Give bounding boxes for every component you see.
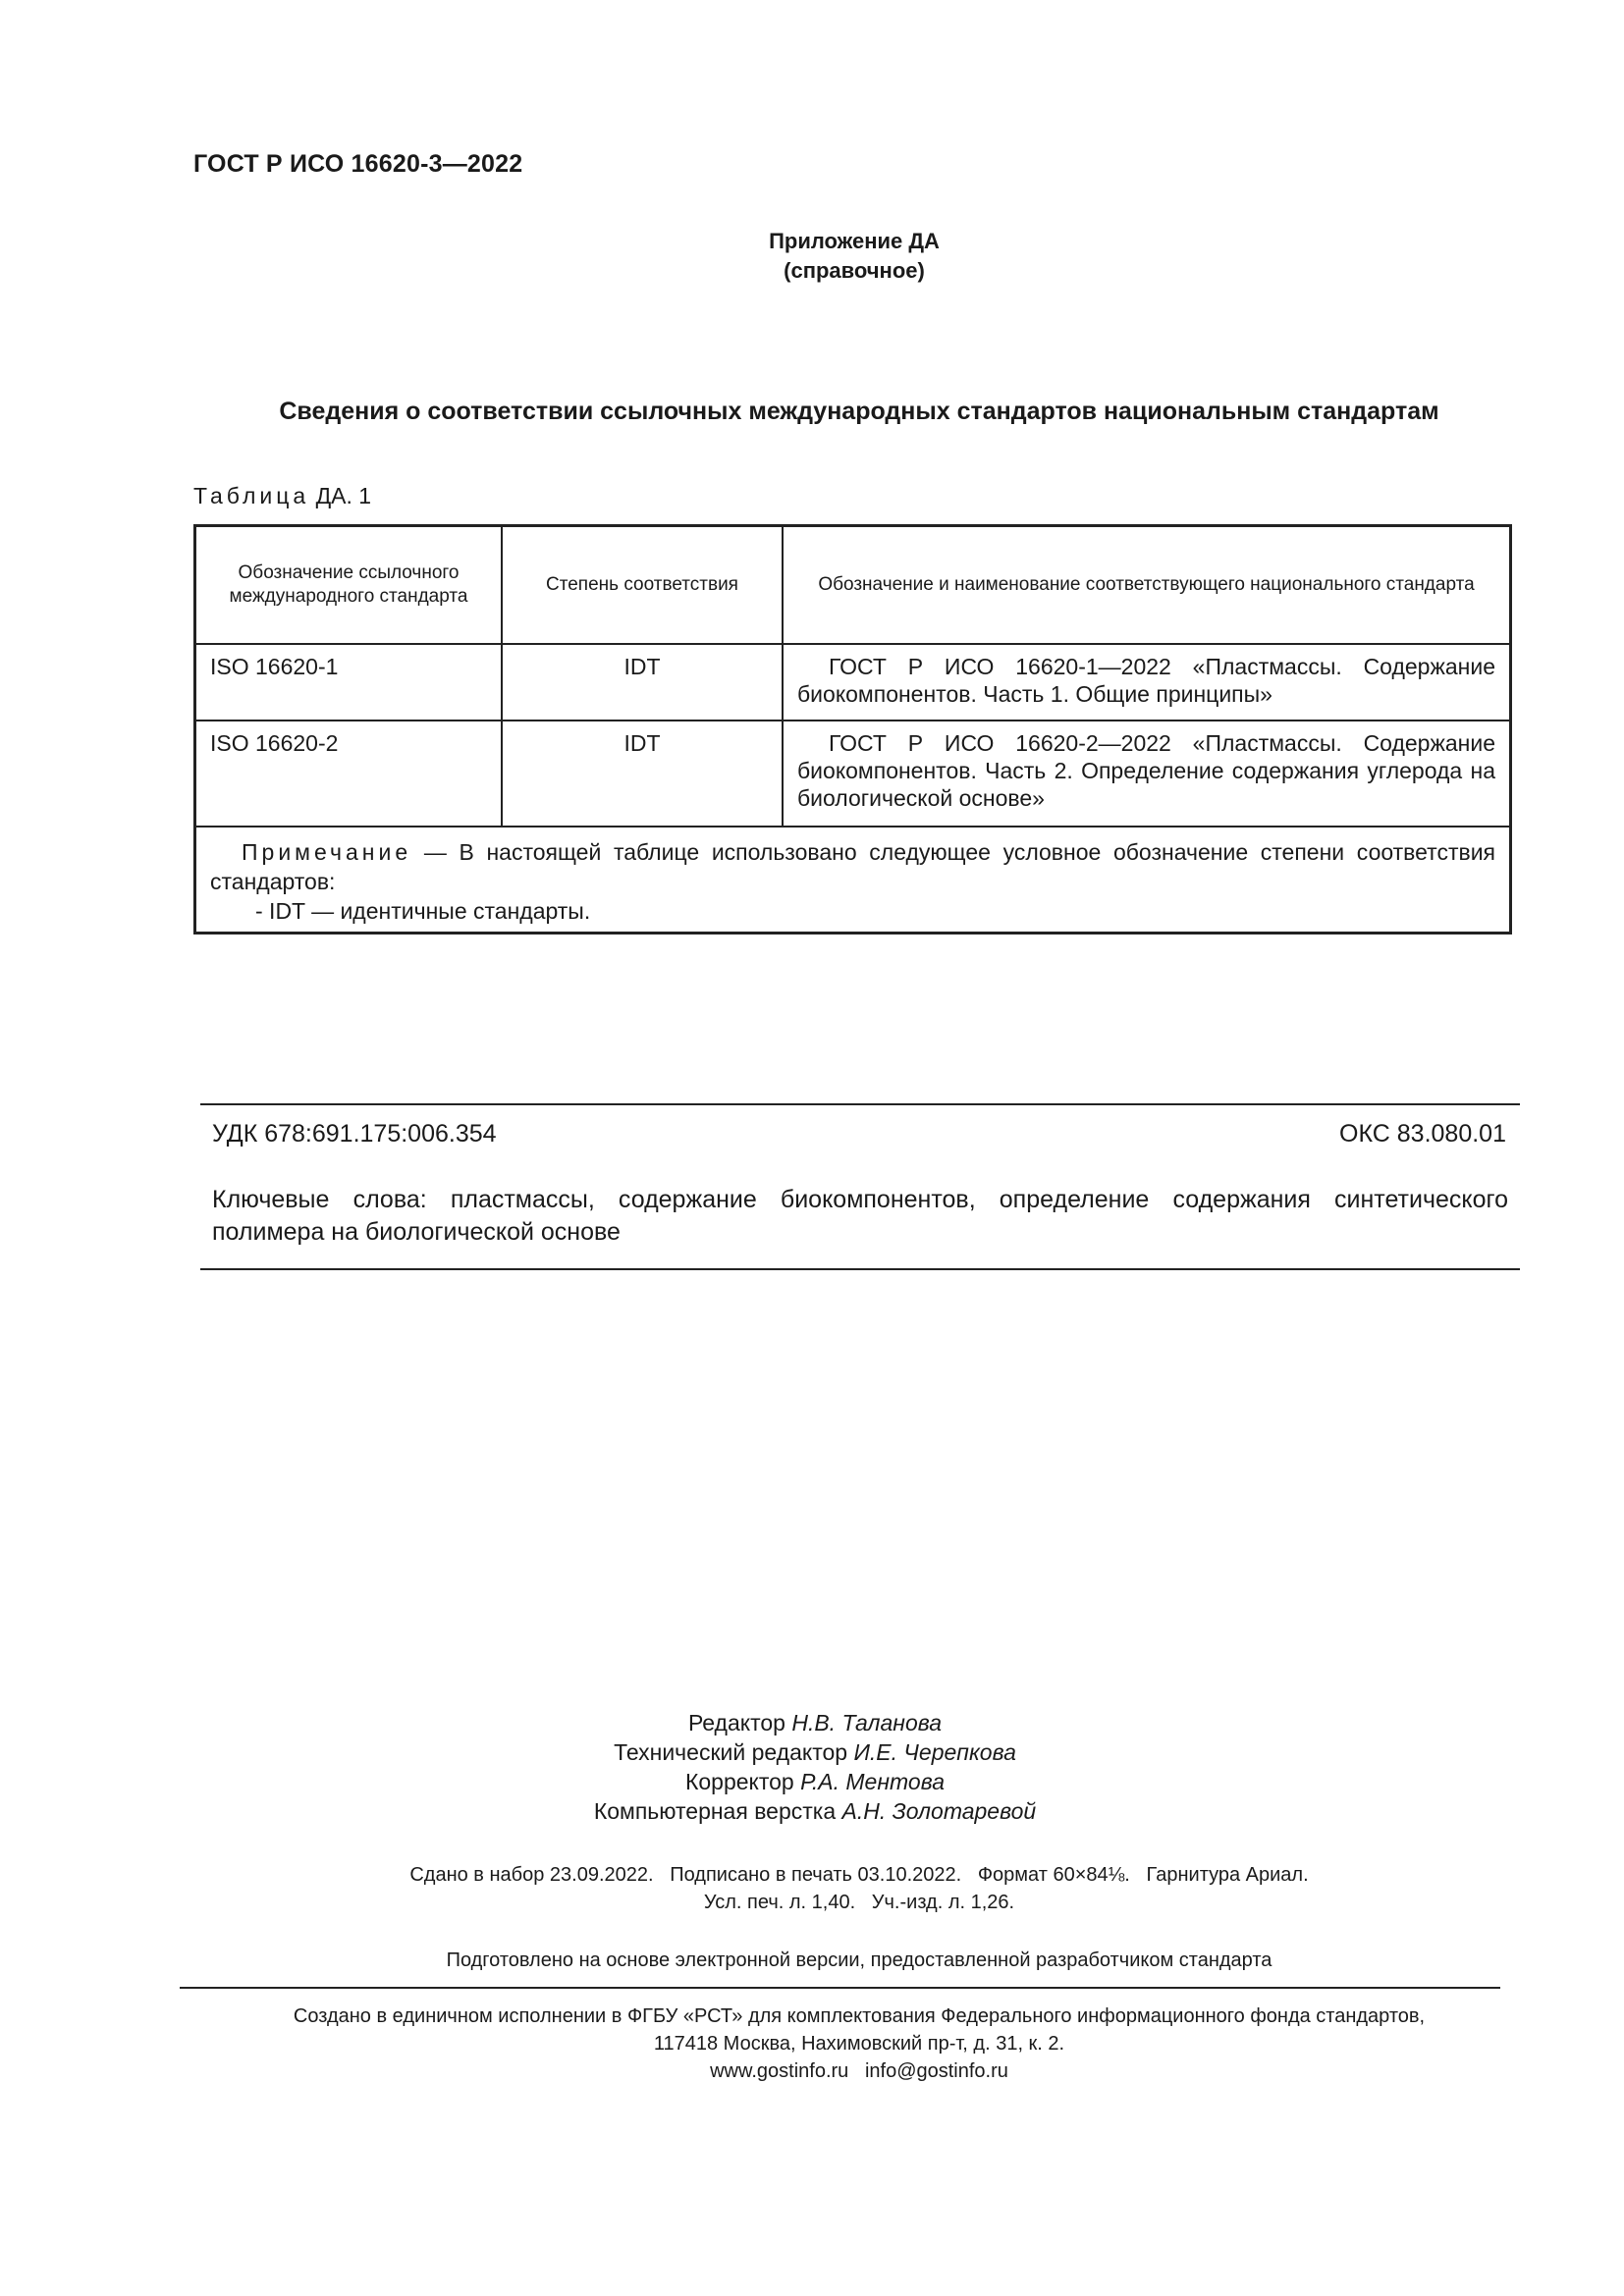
credit-role: Редактор — [687, 1710, 785, 1735]
divider — [200, 1268, 1520, 1270]
credit-role: Компьютерная верстка — [593, 1798, 837, 1824]
keywords: Ключевые слова: пластмассы, содержание биокомпонентов, определение содержания синтетического полимера на биологической основе — [212, 1186, 1508, 1246]
contacts-line: www.gostinfo.ru info@gostinfo.ru — [710, 2060, 1008, 2082]
column-header: Обозначение ссылочного международного стандарта — [195, 526, 503, 645]
credits-block — [491, 1708, 1139, 1826]
column-header: Обозначение и наименование соответствующего национального стандарта — [783, 526, 1511, 645]
credit-role: Технический редактор — [614, 1739, 848, 1765]
appendix-title: Приложение ДА — [769, 229, 940, 253]
prepared-note: Подготовлено на основе электронной версии, предоставленной разработчиком стандарта — [446, 1949, 1272, 1971]
credit-name: И.Е. Черепкова — [853, 1739, 1016, 1765]
table-caption-word: Таблица — [193, 483, 310, 508]
divider — [200, 1103, 1520, 1105]
address-line: 117418 Москва, Нахимовский пр-т, д. 31, к. 2. — [653, 2033, 1065, 2055]
intl-standard-cell: ISO 16620-1 — [195, 644, 503, 721]
degree-cell: IDT — [502, 644, 783, 721]
table-caption — [193, 483, 371, 509]
oks-code: ОКС 83.080.01 — [1339, 1120, 1506, 1148]
print-details: Сдано в набор 23.09.2022. Подписано в печать 03.10.2022. Формат 60×84⅛. Гарнитура Ариал. — [409, 1864, 1309, 1886]
table-row — [195, 644, 1511, 721]
table-header-row — [195, 526, 1511, 645]
section-title: Сведения о соответствии ссылочных международных стандартов национальным стандартам — [279, 398, 1439, 425]
credit-name: А.Н. Золотаревой — [841, 1798, 1037, 1824]
table-note — [195, 827, 1511, 934]
intl-standard-cell: ISO 16620-2 — [195, 721, 503, 827]
appendix-type: (справочное) — [784, 258, 925, 283]
note-label: Примечание — [242, 839, 412, 865]
credit-line — [491, 1737, 1139, 1767]
table-note-row — [195, 827, 1511, 934]
credit-line — [491, 1796, 1139, 1826]
note-item: - IDT — идентичные стандарты. — [255, 898, 591, 924]
national-standard-cell: ГОСТ Р ИСО 16620-1—2022 «Пластмассы. Содержание биокомпонентов. Часть 1. Общие принципы» — [783, 644, 1511, 721]
created-line: Создано в единичном исполнении в ФГБУ «РСТ» для комплектования Федерального информационного фонда стандартов, — [293, 2005, 1426, 2027]
divider — [180, 1987, 1500, 1989]
national-standard-cell: ГОСТ Р ИСО 16620-2—2022 «Пластмассы. Содержание биокомпонентов. Часть 2. Определение содержания углерода на биологической основе» — [783, 721, 1511, 827]
credit-line — [491, 1708, 1139, 1737]
credit-name: Р.А. Ментова — [800, 1769, 945, 1794]
degree-cell: IDT — [502, 721, 783, 827]
reference-table — [193, 524, 1512, 934]
credit-role: Корректор — [684, 1769, 794, 1794]
print-sheets: Усл. печ. л. 1,40. Уч.-изд. л. 1,26. — [703, 1892, 1015, 1913]
udk-code: УДК 678:691.175:006.354 — [212, 1120, 497, 1148]
table-row — [195, 721, 1511, 827]
table-caption-number: ДА. 1 — [315, 483, 372, 508]
document-header: ГОСТ Р ИСО 16620-3—2022 — [193, 150, 523, 178]
credit-name: Н.В. Таланова — [791, 1710, 943, 1735]
note-text: — В настоящей таблице использовано следующее условное обозначение степени соответствия стандартов: — [210, 839, 1495, 894]
credit-line — [491, 1767, 1139, 1796]
column-header: Степень соответствия — [502, 526, 783, 645]
